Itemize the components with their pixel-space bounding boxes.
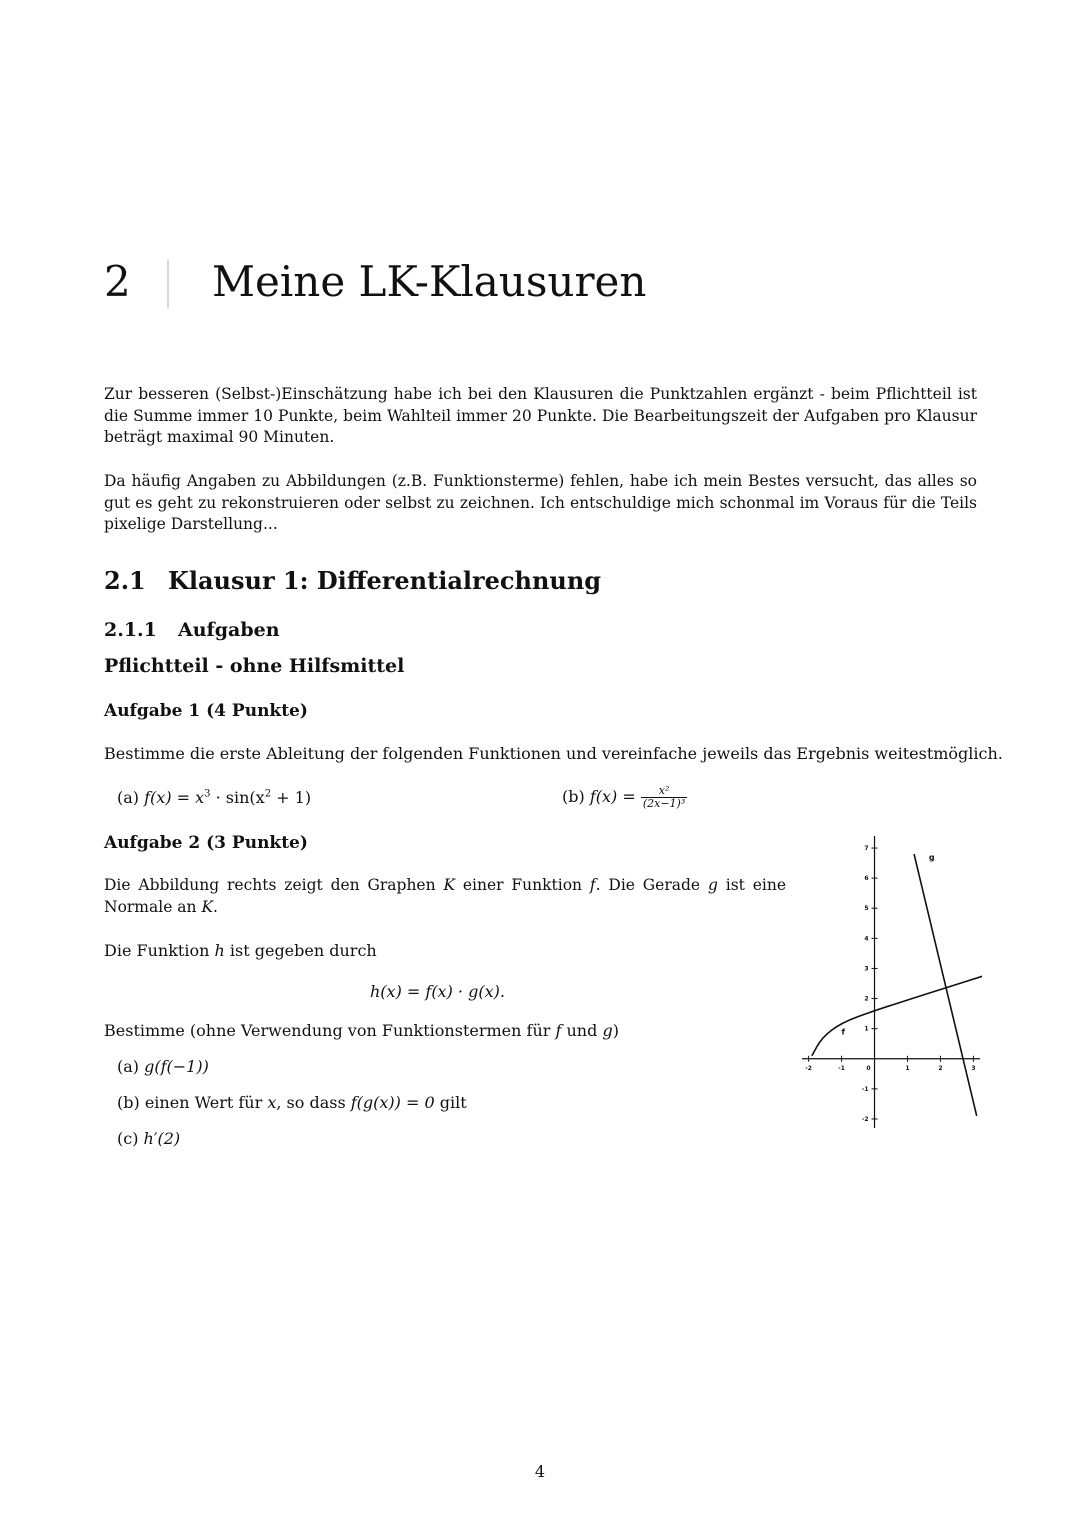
part-heading: Pflichtteil - ohne Hilfsmittel [104,655,405,677]
task2-p3-function-f: f [555,1021,562,1040]
task1-a-exponent-2: 2 [264,788,272,800]
task2-item-c [117,1128,180,1150]
y-tick-label: 4 [864,935,869,943]
task2-heading: Aufgabe 2 (3 Punkte) [104,833,308,853]
series-label-f: f [841,1027,846,1037]
chapter-divider [167,260,169,308]
x-tick-label: 1 [905,1064,910,1072]
task2-p2-text-b: ist gegeben durch [224,941,377,960]
task2-p2-function-h: h [214,941,225,960]
task2-p2-text-a: Die Funktion [104,941,215,960]
series-label-g: g [928,853,935,863]
section-number: 2.1 [104,566,146,595]
task2-p1-text-c: . Die Gerade [595,876,708,894]
task2-b-math: f(g(x)) = 0 [350,1093,435,1112]
intro-paragraph-1: Zur besseren (Selbst-)Einschätzung habe ich bei den Klausuren die Punktzahlen ergänzt - beim Pflichtteil ist die Summe immer 10 Punkte, beim Wahlteil immer 20 Punkte. Die Bearbeitungszeit der Aufgaben pro Klausur beträgt maximal 90 Minuten. [104,385,977,446]
task1-b-numerator: x² [641,785,687,798]
chapter-number: 2 [104,257,131,306]
task2-item-a [117,1056,209,1078]
task2-a-math: g(f(−1)) [144,1057,209,1076]
x-tick-label: 0 [866,1064,871,1072]
task2-b-text-mid: , so dass [276,1093,351,1112]
task2-b-text-pre: einen Wert für [144,1093,268,1112]
y-tick-label: -1 [861,1085,869,1093]
task2-p1-function-f: f [589,876,596,894]
x-tick-label: -1 [838,1064,845,1072]
task2-paragraph-1 [104,875,786,918]
section-heading [104,566,601,596]
subsection-heading [104,618,280,642]
y-tick-label: 1 [864,1025,869,1033]
task2-p3-text-b: und [561,1021,603,1040]
task1-instruction: Bestimme die erste Ableitung der folgenden Funktionen und vereinfache jeweils das Ergebnis weitestmöglich. [104,744,1003,763]
task2-p1-text-e: . [213,897,218,916]
task2-a-label: (a) [117,1057,140,1076]
task2-formula: h(x) = f(x) · g(x). [370,982,505,1001]
y-tick-label: 2 [864,995,869,1003]
task1-item-a [117,787,311,809]
task2-b-math-x: x [267,1093,277,1112]
task2-c-label: (c) [117,1129,139,1148]
y-tick-label: 6 [864,875,869,883]
task1-heading: Aufgabe 1 (4 Punkte) [104,701,308,721]
task1-b-denominator: (2x−1)³ [642,797,686,810]
task1-a-formula-mid: · sin(x [210,788,265,807]
subsection-number: 2.1.1 [104,619,157,641]
task2-paragraph-3 [104,1020,619,1042]
task1-a-exponent: 3 [204,788,211,800]
task2-p1-text-a: Die Abbildung rechts zeigt den Graphen [104,876,444,894]
task2-p3-text-c: ) [612,1021,619,1040]
task2-p3-function-g: g [602,1021,613,1040]
task2-b-label: (b) [117,1093,140,1112]
task1-b-fraction [641,785,687,810]
series-g [914,854,977,1116]
task1-b-formula-lhs: f(x) = [589,787,636,806]
y-tick-label: 7 [864,845,869,853]
task2-item-b [117,1092,467,1114]
task2-paragraph-2 [104,940,377,962]
task2-p1-line-g: g [707,876,718,894]
y-tick-label: -2 [861,1115,869,1123]
task2-p1-text-d: ist eine Normale an [104,876,787,916]
series-f [812,976,982,1056]
function-graph [800,832,982,1132]
y-tick-label: 3 [864,965,869,973]
chapter-title: Meine LK-Klausuren [212,257,647,306]
intro-paragraph-2: Da häufig Angaben zu Abbildungen (z.B. Funktionsterme) fehlen, habe ich mein Bestes versucht, das alles so gut es geht zu rekonstruieren oder selbst zu zeichnen. Ich entschuldige mich schonmal im Voraus für die Teils pixelige Darstellung... [104,472,977,533]
task2-p1-graph-k-2: K [201,897,214,916]
task1-a-formula-lhs: f(x) = x [144,788,205,807]
x-tick-label: -2 [805,1064,812,1072]
task1-b-label: (b) [562,787,585,806]
subsection-title: Aufgaben [178,619,280,641]
task2-b-text-post: gilt [434,1093,467,1112]
x-tick-label: 2 [938,1064,943,1072]
task2-p3-text-a: Bestimme (ohne Verwendung von Funktionstermen für [104,1021,556,1040]
task1-item-b [562,785,687,810]
page-number: 4 [534,1462,546,1481]
section-title: Klausur 1: Differentialrechnung [168,566,602,595]
task2-c-math: h′(2) [143,1129,181,1148]
task2-p1-text-b: einer Funktion [455,876,590,894]
task1-a-formula-end: + 1) [271,788,312,807]
task1-a-label: (a) [117,788,140,807]
y-tick-label: 5 [864,905,869,913]
x-tick-label: 3 [971,1064,976,1072]
task2-p1-graph-k: K [443,876,456,894]
